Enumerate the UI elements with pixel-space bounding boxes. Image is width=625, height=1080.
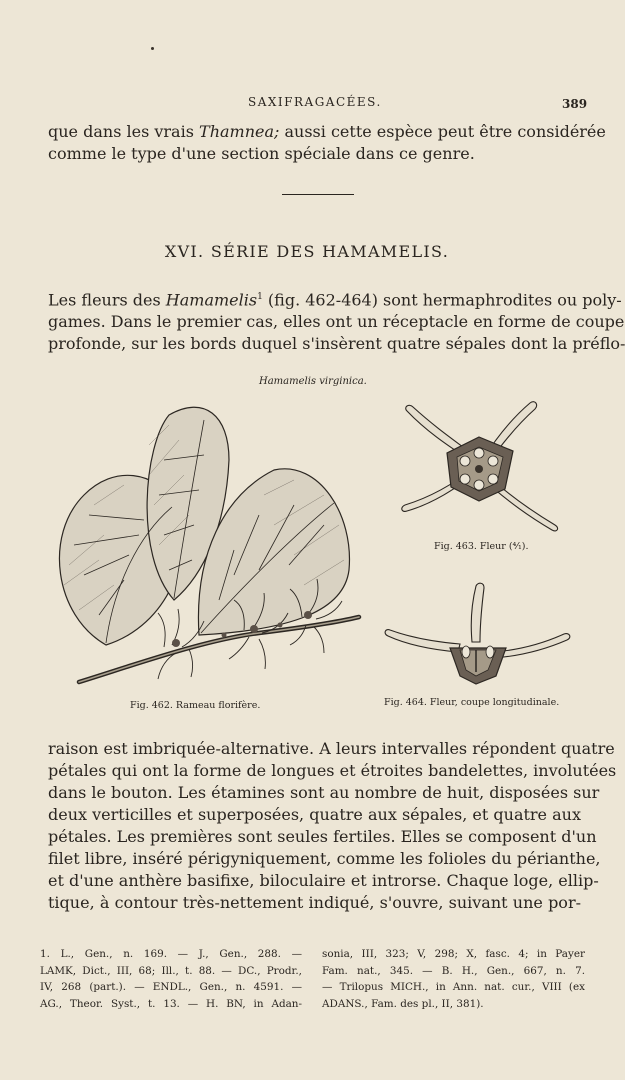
footnote-line: 1. L., Gen., n. 169. — J., Gen., 288. — xyxy=(40,948,302,960)
text-line: raison est imbriquée-alternative. A leurs intervalles répondent quatre xyxy=(48,739,615,758)
footnote-line: AG., Theor. Syst., t. 13. — H. BN, in Adan- xyxy=(40,997,302,1010)
flower-section-illustration xyxy=(380,580,575,690)
figure-caption-464: Fig. 464. Fleur, coupe longitudinale. xyxy=(384,697,560,708)
figure-title: Hamamelis virginica. xyxy=(259,376,367,387)
section-divider xyxy=(282,194,354,195)
page-number: 389 xyxy=(562,97,588,111)
flowering-branch-illustration xyxy=(44,385,370,691)
text-line: pétales. Les premières sont seules fertiles. Elles se composent d'un xyxy=(48,827,597,846)
footnote-line: ADANS., Fam. des pl., II, 381). xyxy=(322,997,484,1010)
footnote-column-left xyxy=(40,946,302,1012)
text-line: dans le bouton. Les étamines sont au nombre de huit, disposées sur xyxy=(48,783,600,802)
footnote-column-right xyxy=(322,946,585,1012)
text-line: filet libre, inséré périgyniquement, comme les folioles du périanthe, xyxy=(48,849,601,868)
body-paragraph-bottom xyxy=(48,738,617,914)
text-line: comme le type d'une section spéciale dans ce genre. xyxy=(48,144,475,163)
text-line: et d'une anthère basifixe, biloculaire et introrse. Chaque loge, ellip- xyxy=(48,871,599,890)
genus-name: Hamamelis xyxy=(165,290,258,310)
text-line: pétales qui ont la forme de longues et étroites bandelettes, involutées xyxy=(48,761,617,780)
intro-paragraph xyxy=(48,121,606,165)
footnote-line: LAMK, Dict., III, 68; Ill., t. 88. — DC., Prodr., xyxy=(40,964,302,977)
footnote-line: — Trilopus MICH., in Ann. nat. cur., VIII (ex xyxy=(322,981,585,993)
text-line: tique, à contour très-nettement indiqué, s'ouvre, suivant une por- xyxy=(48,893,581,912)
running-head xyxy=(0,95,614,111)
figure-caption-462: Fig. 462. Rameau florifère. xyxy=(130,700,261,711)
footnote-marker: 1 xyxy=(257,292,263,302)
footnote-line: Fam. nat., 345. — B. H., Gen., 667, n. 7. xyxy=(322,964,585,977)
text-line: profonde, sur les bords duquel s'insèrent quatre sépales dont la préflo- xyxy=(48,334,625,354)
text-line: Les fleurs des Hamamelis$^1$ (fig. 462-464) sont hermaphrodites ou poly- xyxy=(48,290,622,310)
text-line: games. Dans le premier cas, elles ont un réceptacle en forme de coupe xyxy=(48,312,625,332)
text-line: deux verticilles et superposées, quatre aux sépales, et quatre aux xyxy=(48,805,581,824)
ink-speck xyxy=(151,47,154,50)
text-line: que dans les vrais Thamnea; aussi cette espèce peut être considérée xyxy=(48,122,606,141)
section-heading: XVI. SÉRIE DES HAMAMELIS. xyxy=(164,242,450,261)
figure-caption-463: Fig. 463. Fleur (⁴⁄₁). xyxy=(434,541,529,552)
running-title: SAXIFRAGACÉES. xyxy=(248,95,382,109)
footnote-line: IV, 268 (part.). — ENDL., Gen., n. 4591. — xyxy=(40,981,302,993)
body-paragraph-top xyxy=(48,286,625,355)
flower-illustration xyxy=(395,395,563,533)
footnote-line: sonia, III, 323; V, 298; X, fasc. 4; in Payer xyxy=(322,948,585,960)
